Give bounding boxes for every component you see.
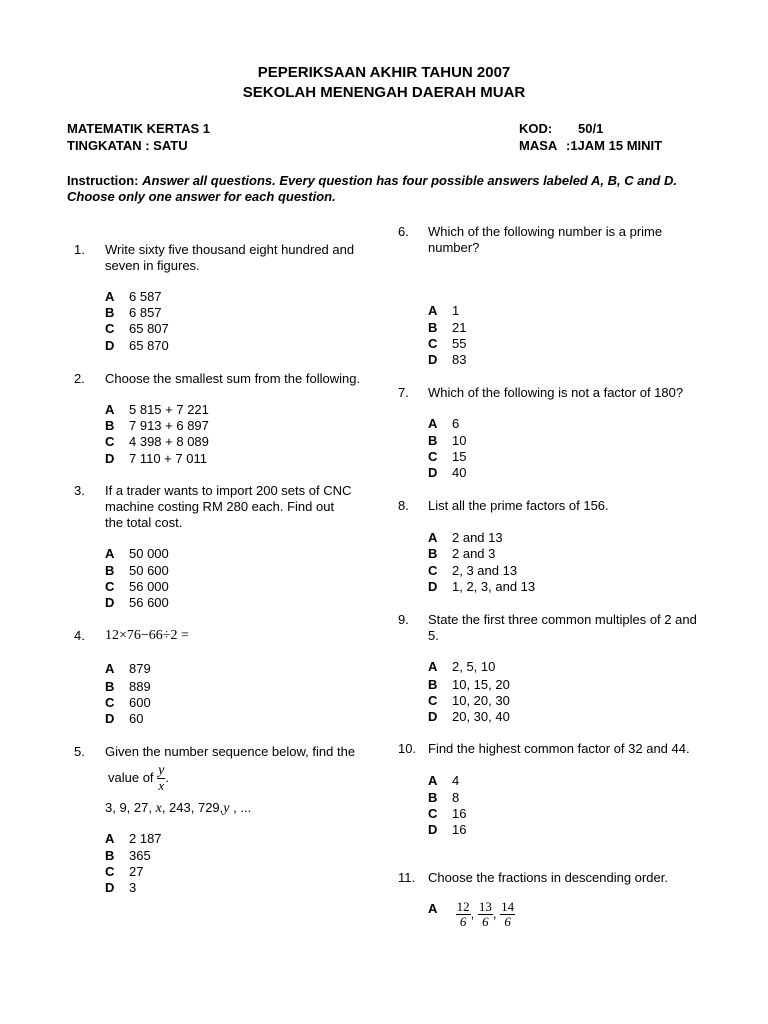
option-a[interactable]: A 1 [428, 303, 460, 318]
school-name: SEKOLAH MENENGAH DAERAH MUAR [242, 84, 526, 101]
question-number: 3. [74, 483, 85, 498]
question-number: 5. [74, 744, 85, 759]
option-b[interactable]: B 889 [105, 679, 151, 694]
option-c[interactable]: C 15 [428, 449, 467, 464]
option-c[interactable]: C 10, 20, 30 [428, 693, 510, 708]
option-d[interactable]: D 65 870 [105, 338, 169, 353]
option-b[interactable]: B 365 [105, 848, 151, 863]
option-b[interactable]: B 21 [428, 320, 467, 335]
option-b[interactable]: B 10, 15, 20 [428, 677, 510, 692]
subject-label: MATEMATIK KERTAS 1 [67, 121, 210, 136]
instruction-label: Instruction: [67, 173, 139, 188]
option-d[interactable]: D 60 [105, 711, 144, 726]
instruction [67, 173, 727, 205]
time-label: MASA [519, 138, 558, 153]
question-text: Find the highest common factor of 32 and 44. [428, 741, 690, 756]
option-d[interactable]: D 83 [428, 352, 467, 367]
question-number: 6. [398, 224, 409, 239]
option-d[interactable]: D 16 [428, 822, 467, 837]
code-label: KOD: [519, 121, 553, 136]
question-text: If a trader wants to import 200 sets of CNC machine costing RM 280 each. Find out the total cost. [105, 483, 352, 530]
question-number: 8. [398, 498, 409, 513]
number-sequence: 3, 9, 27, x, 243, 729,y , ... [105, 800, 252, 816]
option-d[interactable]: D 7 110 + 7 011 [105, 451, 207, 466]
question-number: 2. [74, 371, 85, 386]
option-a[interactable]: A 6 [428, 416, 460, 431]
option-b[interactable]: B 50 600 [105, 563, 169, 578]
option-d[interactable]: D 3 [105, 880, 137, 895]
question-number: 9. [398, 612, 409, 627]
option-c[interactable]: C 65 807 [105, 321, 169, 336]
instruction-text: Answer all questions. Every question has four possible answers labeled A, B, C and D. Choose only one answer for each question. [67, 173, 677, 204]
question-5-value-line: value of $\frac{y}{x}$ . [108, 763, 170, 793]
option-d[interactable]: D 56 600 [105, 595, 169, 610]
question-text: Write sixty five thousand eight hundred and seven in figures. [105, 242, 355, 273]
option-b[interactable]: B 7 913 + 6 897 [105, 418, 209, 433]
option-c[interactable]: C 4 398 + 8 089 [105, 434, 209, 449]
option-c[interactable]: C 27 [105, 864, 144, 879]
option-c[interactable]: C 600 [105, 695, 151, 710]
option-b[interactable]: B 8 [428, 790, 460, 805]
question-text: State the first three common multiples of 2 and 5. [428, 612, 697, 643]
option-b[interactable]: B 10 [428, 433, 467, 448]
form-label: TINGKATAN : SATU [67, 138, 188, 153]
exam-title: PEPERIKSAAN AKHIR TAHUN 2007 [257, 64, 511, 81]
fraction: $\frac{14}{6}$ [501, 899, 515, 929]
question-number: 1. [74, 242, 85, 257]
option-d[interactable]: D 20, 30, 40 [428, 709, 510, 724]
option-d[interactable]: D 1, 2, 3, and 13 [428, 579, 536, 594]
option-a[interactable]: A 2, 5, 10 [428, 659, 496, 674]
question-expression: 12×76−66÷2 = [105, 628, 189, 643]
option-a[interactable]: A 6 587 [105, 289, 162, 304]
option-d[interactable]: D 40 [428, 465, 467, 480]
fraction-y-over-x: $\frac{y}{x}$ [158, 763, 165, 793]
question-text: Choose the smallest sum from the following. [105, 371, 361, 386]
question-text: Which of the following number is a prime number? [428, 224, 663, 255]
question-number: 10. [398, 741, 417, 756]
option-a[interactable]: A 50 000 [105, 546, 169, 561]
question-number: 11. [398, 870, 416, 885]
option-c[interactable]: C 56 000 [105, 579, 169, 594]
question-number: 4. [74, 628, 85, 643]
time-value: :1JAM 15 MINIT [566, 138, 663, 153]
option-b[interactable]: B 6 857 [105, 305, 162, 320]
option-a[interactable]: A $\frac{12}{6}$ , $\frac{13}{6}$ , $\frac{14}{6}$ [428, 899, 515, 929]
option-a[interactable]: A 4 [428, 773, 460, 788]
option-c[interactable]: C 2, 3 and 13 [428, 563, 518, 578]
option-c[interactable]: C 55 [428, 336, 467, 351]
question-text: Given the number sequence below, find the [105, 744, 356, 759]
fraction: $\frac{13}{6}$ [478, 899, 492, 929]
question-text: List all the prime factors of 156. [428, 498, 609, 513]
option-a[interactable]: A 2 187 [105, 831, 162, 846]
option-a[interactable]: A 5 815 + 7 221 [105, 402, 209, 417]
question-text: Choose the fractions in descending order. [428, 870, 668, 885]
option-a[interactable]: A 879 [105, 661, 151, 676]
fraction: $\frac{12}{6}$ [456, 899, 470, 929]
question-number: 7. [398, 385, 409, 400]
option-c[interactable]: C 16 [428, 806, 467, 821]
option-a[interactable]: A 2 and 13 [428, 530, 503, 545]
code-value: 50/1 [578, 121, 604, 136]
option-b[interactable]: B 2 and 3 [428, 546, 496, 561]
question-text: Which of the following is not a factor of 180? [428, 385, 684, 400]
